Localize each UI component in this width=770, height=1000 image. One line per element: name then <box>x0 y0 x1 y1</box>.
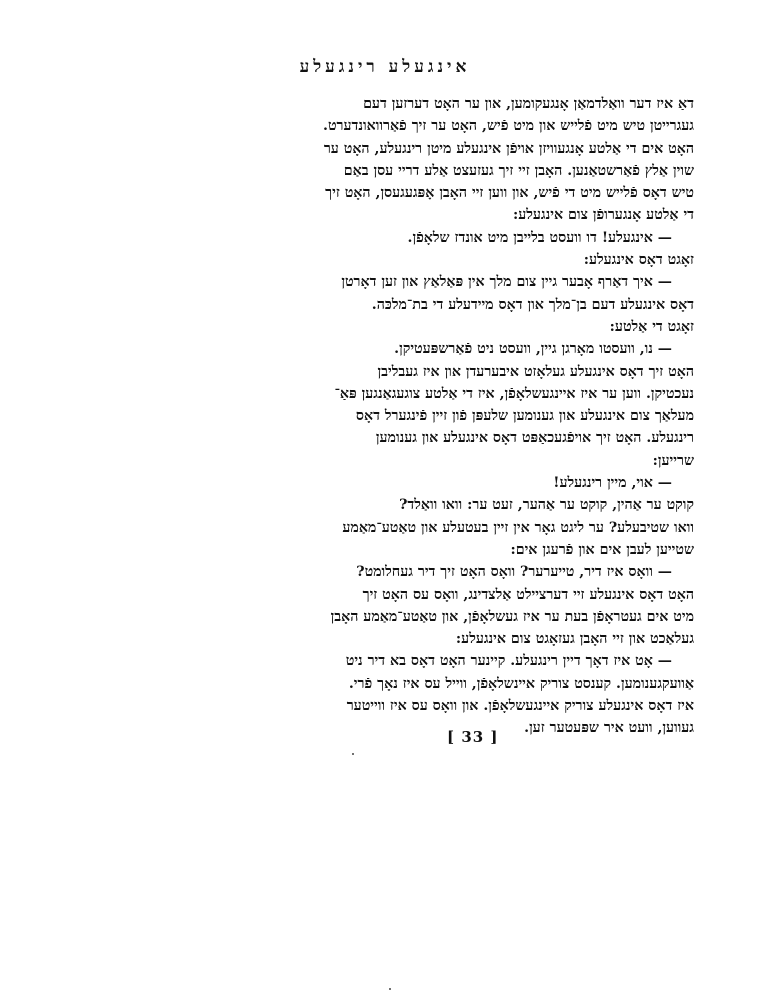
text-line: האָט דאָס אינגעלע זיי דערציילט אַלצדינג, וואָס עס האָט זיך <box>362 586 694 603</box>
text-line: זאָגט די אַלטע: <box>609 318 694 335</box>
page-number: [ 33 ] <box>447 728 499 746</box>
dialogue-line: — אָט איז דאָך דיין רינגעלע. קיינער האָט דאָס בא דיר ניט <box>345 653 672 670</box>
dialogue-line: — איך דאַרף אָבער גיין צום מלך אין פּאַלאַץ און זען דאָרטן <box>341 274 672 291</box>
text-line: געווען, וועט איר שפּעטער זען. <box>524 720 694 737</box>
text-line: קוקט ער אַהין, קוקט ער אַהער, זעט ער: וואו וואַלד? <box>399 497 694 514</box>
dialogue-line: — וואָס איז דיר, טייערער? וואָס האָט זיך דיר געחלומט? <box>356 564 672 581</box>
text-line: רינגעלע. האָט זיך אויפֿגעכאַפּט דאָס אינגעלע און גענומען <box>375 430 694 447</box>
text-line: טיש דאָס פֿלייש מיט די פֿיש, און ווען זיי האָבן אָפּגעגעסן, האָט זיך <box>325 185 694 202</box>
text-line: האָט זיך דאָס אינגעלע געלאָזט איבערעדן און איז געבליבן <box>377 363 694 380</box>
text-line: מעלאַך צום אינגעלע און גענומען שלעפּן פֿון זיין פֿינגערל דאָס <box>355 408 694 425</box>
text-line: געגרייטן טיש מיט פֿלייש און מיט פֿיש, האָט ער זיך פֿאַרוואונדערט. <box>323 118 694 135</box>
text-line: נעכטיקן. ווען ער איז איינגעשלאָפֿן, איז די אַלטע צוגעגאַנגען פּאַ־ <box>334 385 694 402</box>
dialogue-line: — אוי, מיין רינגעלע! <box>553 475 672 492</box>
print-speck <box>389 988 391 990</box>
text-line: זאָגט דאָס אינגעלע: <box>583 252 694 269</box>
text-line: שטייען לעבן אים און פֿרעגן אים: <box>510 541 694 558</box>
text-line: מיט אים געטראָפֿן בעת ער איז געשלאָפֿן, און טאַטע־מאַמע האָבן <box>330 608 694 625</box>
text-line: דאַ איז דער וואַלדמאַן אָנגעקומען, און ער האָט דערזען דעם <box>363 96 694 112</box>
body-text <box>268 93 694 740</box>
text-line: געלאַכט און זיי האָבן געזאָגט צום אינגעלע: <box>455 631 694 648</box>
dialogue-line: — נו, וועסטו מאָרגן גיין, וועסט ניט פֿאַרשפּעטיקן. <box>394 341 672 358</box>
print-speck <box>352 753 354 755</box>
running-head: אינגעלע רינגעלע <box>299 57 471 77</box>
dialogue-line: — אינגעלע! דו וועסט בלייבן מיט אונדז שלאָפֿן. <box>407 229 672 246</box>
text-line: שרייען: <box>652 452 694 469</box>
text-line: איז דאָס אינגעלע צוריק איינגעשלאָפֿן. און וואָס עס איז ווייטער <box>346 698 694 715</box>
text-line: די אַלטע אָנגערופֿן צום אינגעלע: <box>513 207 694 224</box>
text-line: שוין אַלץ פֿאַרשטאַנען. האָבן זיי זיך געזעצט אַלע דריי עסן באַם <box>343 162 694 179</box>
text-line: אַוועקגענומען. קענסט צוריק איינשלאָפֿן, ווייל עס איז נאָך פֿרי. <box>348 675 694 692</box>
text-line: האָט אים די אַלטע אָנגעוויזן אויפֿן אינגעלע מיטן רינגעלע, האָט ער <box>323 140 694 157</box>
text-line: דאָס אינגעלע דעם בן־מלך און דאָס מיידעלע די בת־מלכּה. <box>371 296 694 313</box>
text-line: וואו שטיבעלע? ער ליגט גאָר אין זיין בעטעלע און טאַטע־מאַמע <box>342 519 694 536</box>
